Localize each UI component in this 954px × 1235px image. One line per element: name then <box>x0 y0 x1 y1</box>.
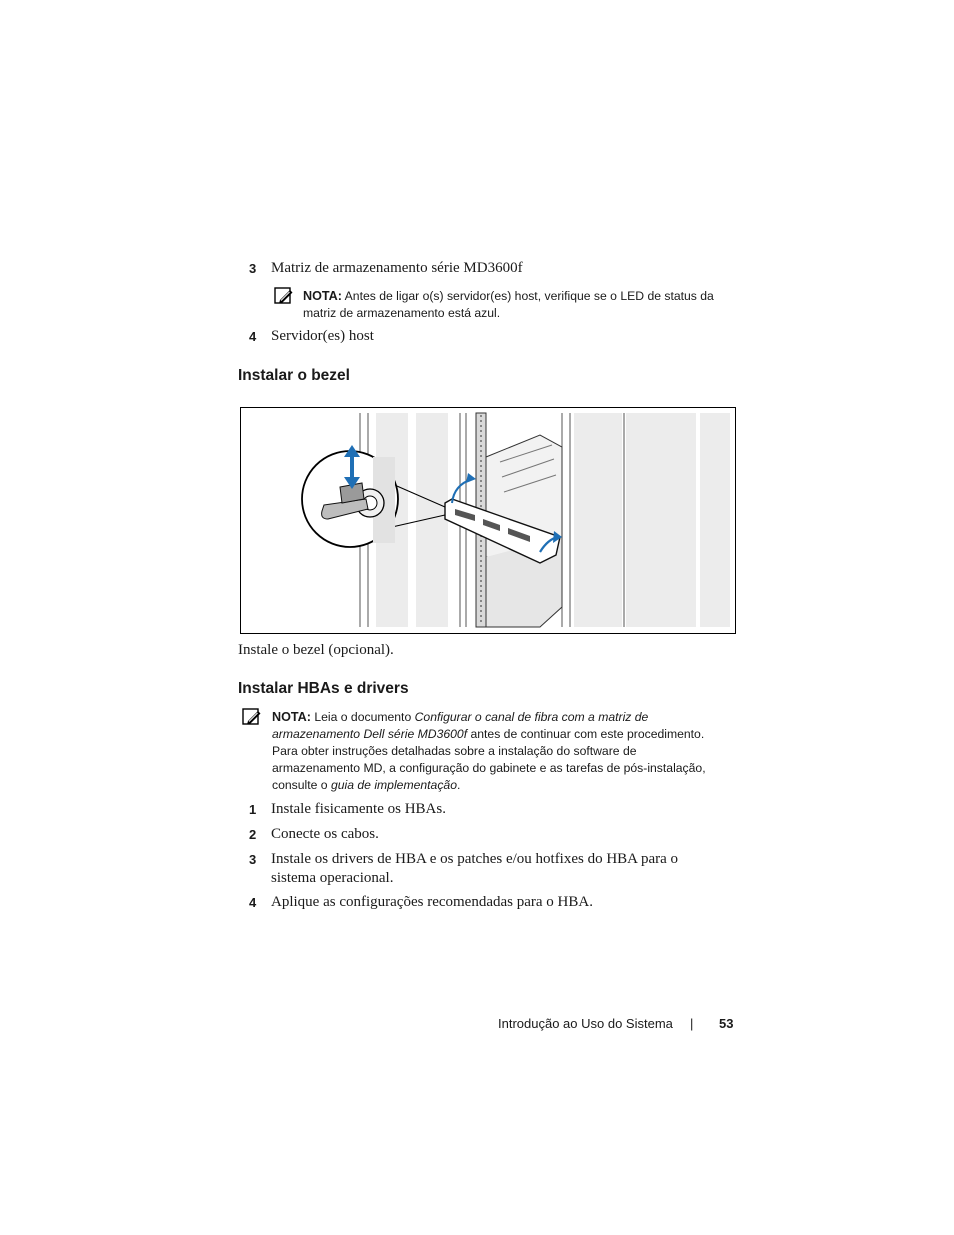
note-text: matriz de armazenamento está azul. <box>303 306 501 320</box>
note-1 <box>303 288 743 322</box>
step-text-line: sistema operacional. <box>271 870 394 886</box>
note-text: armazenamento MD, a configuração do gabinete e as tarefas de pós-instalação, <box>272 761 706 775</box>
step-number: 3 <box>249 852 257 867</box>
list-number: 3 <box>249 261 257 276</box>
section-heading: Instalar o bezel <box>238 367 350 384</box>
step-text <box>271 850 678 888</box>
note-label: NOTA: <box>272 710 311 724</box>
figure-caption: Instale o bezel (opcional). <box>238 642 394 658</box>
note-text: antes de continuar com este procedimento. <box>470 727 705 741</box>
step-number: 2 <box>249 827 257 842</box>
note-label: NOTA: <box>303 289 342 303</box>
document-title: armazenamento Dell série MD3600f <box>272 727 468 741</box>
note-text: consulte o <box>272 778 328 792</box>
step-number: 4 <box>249 895 257 910</box>
document-title: guia de implementação <box>330 778 457 792</box>
note-text: Leia o documento <box>314 710 412 724</box>
list-number: 4 <box>249 329 257 344</box>
step-number: 1 <box>249 802 257 817</box>
note-text: Para obter instruções detalhadas sobre a instalação do software de <box>272 744 637 758</box>
document-title: Configurar o canal de fibra com a matriz de <box>414 710 649 724</box>
step-text: Conecte os cabos. <box>271 826 379 842</box>
note-pencil-icon <box>242 708 262 726</box>
page-number: 53 <box>719 1016 734 1031</box>
note-text: . <box>456 778 461 792</box>
note-2 <box>272 709 742 794</box>
note-text: Antes de ligar o(s) servidor(es) host, verifique se o LED de status da <box>344 289 714 303</box>
step-text-line: Instale os drivers de HBA e os patches e/ou hotfixes do HBA para o <box>271 851 678 867</box>
bezel-install-illustration <box>240 407 736 634</box>
section-heading: Instalar HBAs e drivers <box>238 680 409 697</box>
footer-title: Introdução ao Uso do Sistema <box>498 1016 673 1031</box>
step-text: Instale fisicamente os HBAs. <box>271 801 446 817</box>
step-text: Aplique as configurações recomendadas para o HBA. <box>271 894 593 910</box>
note-pencil-icon <box>274 287 294 305</box>
footer-separator: | <box>690 1016 694 1031</box>
list-item-text: Servidor(es) host <box>271 328 374 344</box>
list-item-text: Matriz de armazenamento série MD3600f <box>271 260 523 276</box>
